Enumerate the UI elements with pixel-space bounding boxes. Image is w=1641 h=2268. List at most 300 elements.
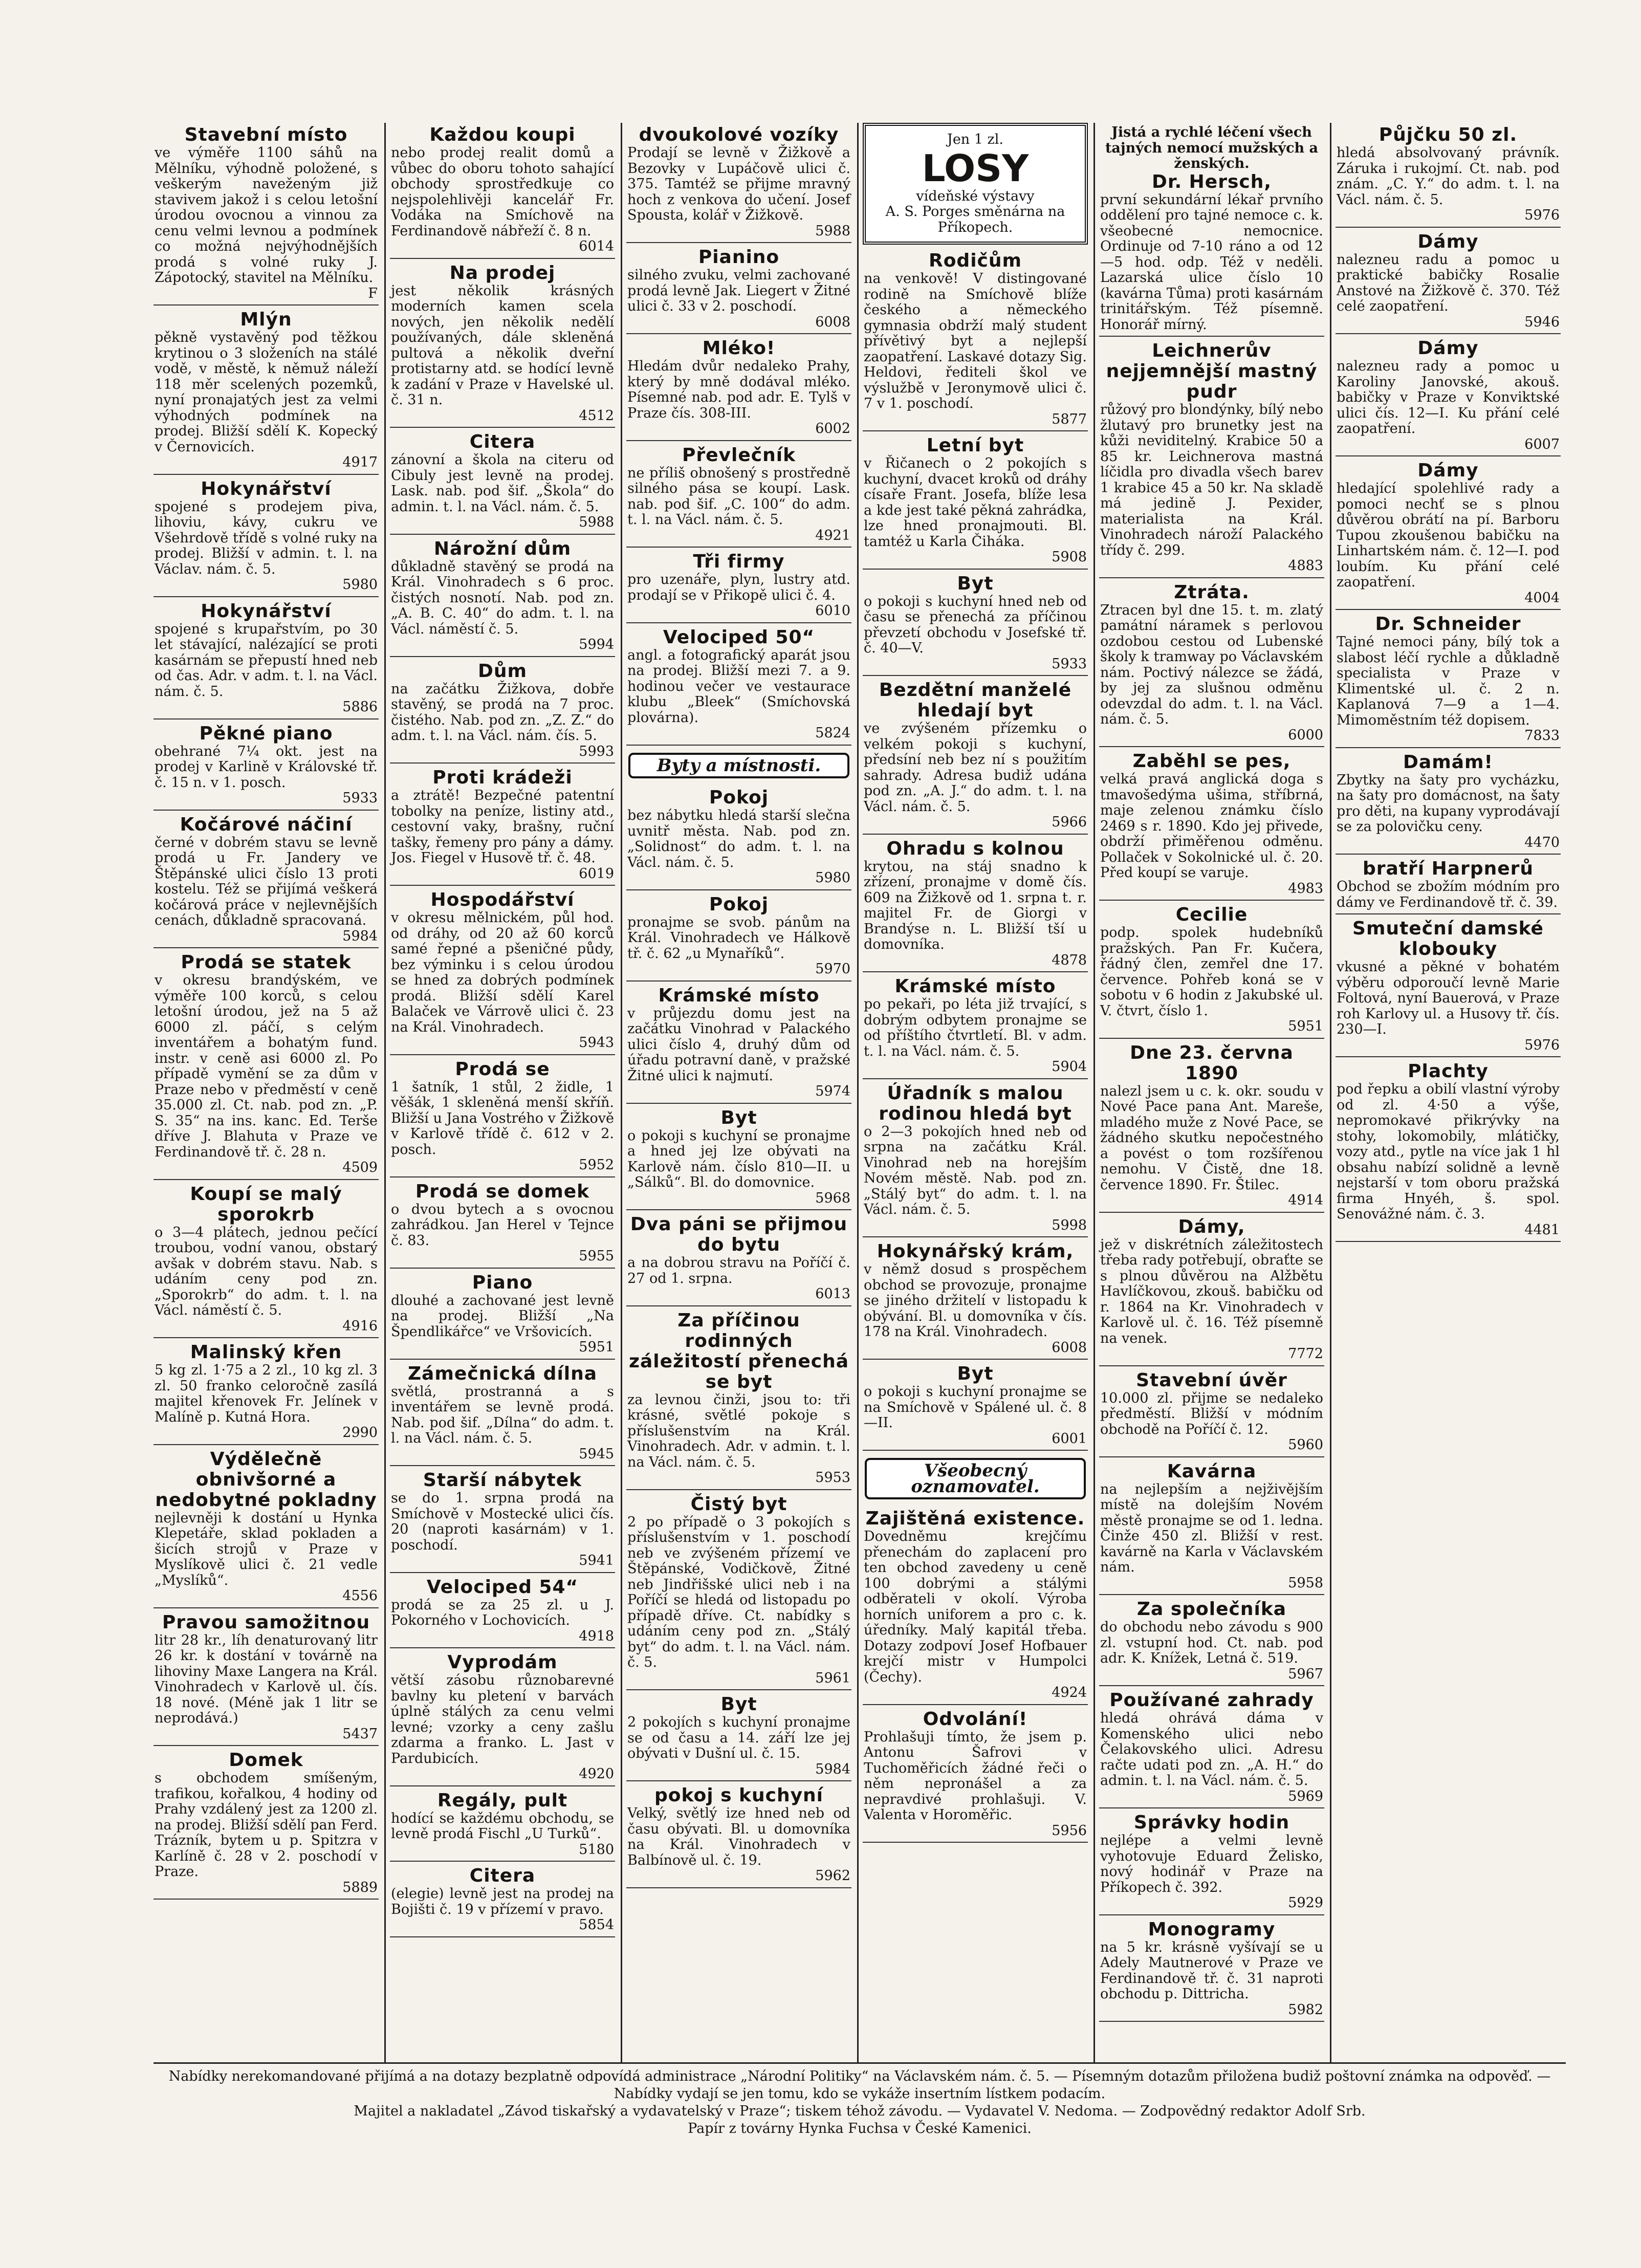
- footer-note: Nabídky nerekomandované přijímá a na dotazy bezplatně odpovídá administrace „Národní Politiky“ na Václavském nám. č. 5. — Písemným dotazům přiložena budiž poštovní známka na odpověď. — Nabídky vydají se jen tomu, kdo se vykáže insertním lístkem podacím.: [168, 2068, 1551, 2102]
- ad-number: 6010: [815, 603, 850, 619]
- classified-ad: [154, 477, 379, 597]
- ad-heading: Dámy,: [1178, 1216, 1245, 1237]
- ad-number: 6007: [1524, 436, 1560, 452]
- ad-body: pod řepku a obilí vlastní výroby od zl. 4·50 a výše, nepromokavé přikrývky na stohy, lokomobily, mlátičky, vozy atd., pytle na více jak 1 hl obsahu nabízí solidně a levně nejstarší v tom oboru pražská firma Hnyéh, š. spol. Senovážné nám. č. 3.: [1337, 1081, 1560, 1222]
- ad-heading: Citera: [469, 431, 536, 452]
- classified-ad: [154, 950, 379, 1180]
- ad-body: Hledám dvůr nedaleko Prahy, který by mně dodával mléko. Písemné nab. pod adr. E. Tylš v Praze čís. 308-III.: [627, 358, 850, 421]
- classified-ad: [154, 722, 379, 811]
- ad-number: 5976: [1524, 207, 1560, 223]
- ad-body: hledá ohrává dáma v Komenského ulici nebo Čelakovského ulici. Adresu račte udati pod zn. „A. H.“ do admin. t. l. na Václ. nám. č. 5.: [1100, 1710, 1323, 1789]
- ad-body: a na dobrou stravu na Poříčí č. 27 od 1. srpna.: [627, 1255, 850, 1286]
- classified-ad: [1336, 612, 1561, 748]
- ad-heading: Bezdětní manželé hledají byt: [879, 680, 1072, 721]
- ad-number: 5904: [1052, 1059, 1087, 1075]
- ad-body: spojené s krupařstvím, po 30 let stávající, nalézající se proti kasárnám se přepustí hned neb od čas. Adr. v adm. t. l. na Václ. nám. č. 5.: [155, 621, 378, 700]
- ad-number: 5955: [579, 1248, 614, 1264]
- classified-ad: [626, 123, 851, 243]
- ad-column-6: [1336, 123, 1561, 1244]
- ad-body: Prohlašuji tímto, že jsem p. Antonu Šafrovi v Tuchoměřicích žádné řeči o něm nepronášel a za nepravdivé prohlašuji. V. Valenta v Horoměřic.: [864, 1729, 1087, 1823]
- ad-body: podp. spolek hudebníků pražských. Pan Fr. Kučera, řádný člen, zemřel dne 17. července. Pohřeb koná se v sobotu v 6 hodin z Jakubské ul. V. čtvrt, číslo 1.: [1100, 925, 1323, 1019]
- ad-number: 5994: [579, 637, 614, 652]
- classified-ad: [154, 308, 379, 475]
- classified-ad: [1099, 1215, 1324, 1366]
- ad-body: 5 kg zl. 1·75 a 2 zl., 10 kg zl. 3 zl. 50 franko celoročně zasílá majitel křenovek Fr. Jelínek v Malíně p. Kutná Hora.: [155, 1362, 378, 1425]
- ad-number: 5980: [342, 577, 378, 593]
- ad-body: jest několik krásných moderních kamen scela nových, jen několik nedělí používaných, dále skleněná pultová a několik dveřní protistarny atd. se hodící levně k zadání v Praze v Havelské ul. č. 31 n.: [391, 282, 614, 408]
- ad-heading: Kočárové náčiní: [180, 814, 353, 835]
- ad-number: 5993: [579, 743, 614, 759]
- ad-number: 5982: [1288, 2001, 1323, 2018]
- ad-number: 5908: [1052, 549, 1087, 565]
- classified-ad: [390, 1864, 615, 1937]
- ad-body: o pokoji s kuchyní hned neb od času se přenechá za příčinou převzetí obchodu v Josefské tř. č. 40—V.: [864, 593, 1087, 656]
- ad-heading: Dne 23. června 1890: [1130, 1042, 1294, 1084]
- ad-body: v průjezdu domu jest na začátku Vinohrad v Palackého ulici číslo 4, druhý dům od úřadu potravní daně, v pražské Žitné ulici k najmutí.: [627, 1005, 850, 1084]
- column-rule: [621, 123, 622, 2062]
- classified-ad: [1336, 857, 1561, 914]
- ad-number: 5929: [1288, 1895, 1323, 1911]
- ad-body: nejlépe a velmi levně vyhotovuje Eduard Želisko, nový hodinář v Praze na Příkopech č. 392.: [1100, 1833, 1323, 1895]
- ad-body: velká pravá anglická doga s tmavošedýma ušima, stříbrná, maje zelenou známku číslo 2469 s r. 1890. Kdo jej přivede, obdrží přiměřenou odměnu. Pollaček v Sokolnické ul. č. 20. Před koupí se varuje.: [1100, 771, 1323, 881]
- ad-number: 5998: [1052, 1217, 1087, 1233]
- classified-ad: [154, 123, 379, 306]
- ad-body: nebo prodej realit domů a vůbec do oboru tohoto sahající obchody sprostředkuje co nejspolehlivěji kancelář Fr. Vodáka na Smíchově na Ferdinandově nábřeží č. 8 n.: [391, 145, 614, 239]
- ad-number: 5933: [342, 790, 378, 806]
- ad-body: do obchodu nebo závodu s 900 zl. vstupní hod. Ct. nab. pod adr. K. Knížek, Letná č. 519.: [1100, 1619, 1323, 1666]
- ad-body: na začátku Žižkova, dobře stavěný, se prodá na 7 proc. čistého. Nab. pod zn. „Z. Z.“ do adm. t. l. na Václ. nám. čís. 5.: [391, 681, 614, 744]
- ad-number: 4921: [815, 527, 850, 543]
- classified-ad: [1099, 1597, 1324, 1686]
- classified-ad: [154, 599, 379, 719]
- ad-number: 5966: [1052, 814, 1087, 830]
- ad-body: Prodají se levně v Žižkově a Bezovky v Lupáčově ulici č. 375. Tamtéž se přijme mravný hoch z venkova do učení. Josef Spousta, kolář v Žižkově.: [627, 145, 850, 223]
- section-banner: Byty a místnosti.: [628, 753, 849, 779]
- ad-heading: Mléko!: [702, 338, 776, 359]
- classified-ad: [1099, 580, 1324, 748]
- page-footer: [154, 2062, 1566, 2138]
- ad-column-3: [626, 123, 851, 1890]
- ad-number: 5941: [579, 1553, 614, 1568]
- classified-ad: [626, 1309, 851, 1490]
- ad-number: 4918: [579, 1628, 614, 1644]
- ad-number: 4914: [1288, 1192, 1323, 1208]
- ad-heading: Používané zahrady: [1109, 1690, 1314, 1711]
- classified-ad: [1099, 1917, 1324, 2022]
- ad-heading: Nárožní dům: [433, 538, 572, 559]
- classified-ad: [626, 550, 851, 623]
- ad-heading: Stavební úvěr: [1136, 1369, 1287, 1391]
- classified-ad: [1099, 1041, 1324, 1213]
- ad-intro: Jistá a rychlé léčení všech tajných nemocí mužských a ženských.: [1105, 124, 1319, 171]
- ad-body: v okresu mělnickém, půl hod. od dráhy, od 20 až 60 korců samé řepné a pšeničné půdy, bez výminku i s celou úrodou se hned za dobrých podmínek prodá. Bližší sdělí Karel Balaček ve Várrově ulici č. 23 na Král. Vinohradech.: [391, 910, 614, 1035]
- classified-ad: [863, 974, 1088, 1079]
- ad-body: důkladně stavěný se prodá na Král. Vinohradech s 6 proc. čistých nosnotí. Nab. pod zn. „A. B. C. 40“ do adm. t. l. na Václ. náměstí č. 5.: [391, 558, 614, 637]
- classified-ad: [154, 1610, 379, 1747]
- ad-body: o pokoji s kuchyní pronajme se na Smíchově v Spálené ul. č. 8—II.: [864, 1384, 1087, 1431]
- classified-ad: [626, 892, 851, 982]
- classified-ad: [1099, 1368, 1324, 1457]
- losy-advert: [863, 123, 1088, 245]
- ad-number: 4920: [579, 1766, 614, 1782]
- classified-ad: [1336, 1059, 1561, 1242]
- ad-body: silného zvuku, velmi zachované prodá levně Jak. Liegert v Žitné ulici č. 33 v 2. poschodí.: [627, 267, 850, 314]
- ad-column-4: [863, 123, 1088, 1845]
- ad-number: 5180: [579, 1841, 614, 1858]
- classified-ad: [1336, 750, 1561, 855]
- ad-heading: Na prodej: [449, 262, 556, 283]
- ad-heading: Monogramy: [1148, 1918, 1276, 1940]
- ad-heading: Mlýn: [240, 309, 292, 330]
- classified-ad: [863, 249, 1088, 431]
- ad-heading: Velociped 54“: [426, 1576, 579, 1598]
- ad-number: 5960: [1288, 1437, 1323, 1453]
- classified-ad: [154, 1182, 379, 1339]
- ad-body: v němž dosud s prospěchem obchod se provozuje, pronajme se jiného držitelí v listopadu k obývání. Bl. u domovníka v čís. 178 na Král. Vinohradech.: [864, 1261, 1087, 1340]
- ad-heading: Výdělečně obnivšorné a nedobytné pokladny: [155, 1448, 377, 1511]
- classified-ad: [1336, 336, 1561, 456]
- losy-price: Jen 1 zl.: [947, 132, 1003, 147]
- ad-body: 2 pokojích s kuchyní pronajme se od času a 14. září lze jej obývati v Dušní ul. č. 15.: [627, 1714, 850, 1761]
- ad-body: na nejlepším a nejživějším místě na dolejším Novém městě pronajme se od 1. ledna. Činže 450 zl. Bližší v rest. kavárně na Karla v Václavském nám.: [1100, 1481, 1323, 1575]
- ad-body: na 5 kr. krásně vyšívají se u Adely Mautnerové v Praze ve Ferdinandově tř. č. 31 naproti obchodu p. Dittricha.: [1100, 1939, 1323, 2002]
- ad-body: krytou, na stáj snadno k zřízení, pronajme v domě čís. 609 na Žižkově od 1. srpna t. r. majitel Fr. de Giorgi v Brandýse n. L. Bližší tší u domovníka.: [864, 858, 1087, 952]
- ad-number: 5988: [815, 223, 850, 239]
- ad-body: a ztrátě! Bezpečné patentní tobolky na peníze, listiny atd., cestovní vaky, brašny, ruční tašky, řemeny pro pány a dámy. Jos. Fiegel v Husově tř. č. 48.: [391, 788, 614, 866]
- ad-number: 5953: [815, 1470, 850, 1486]
- ad-heading: Kavárna: [1167, 1460, 1257, 1482]
- classified-ad: [390, 1271, 615, 1360]
- classified-ad: [626, 443, 851, 548]
- ad-body: o pokoji s kuchyní se pronajme a hned jej lze obývati na Karlově nám. číslo 810—II. u „Sálků“. Bl. do domovnice.: [627, 1127, 850, 1190]
- ad-number: 5967: [1288, 1666, 1323, 1682]
- classified-ad: [390, 261, 615, 428]
- ad-column-1: [154, 123, 379, 1902]
- classified-ad: [390, 123, 615, 259]
- ad-heading: Piano: [472, 1272, 533, 1293]
- ad-number: 5952: [579, 1157, 614, 1173]
- ad-body: zánovní a škola na citeru od Cibuly jest levně na prodej. Lask. nab. pod šif. „Škola“ do admin. t. l. na Václ. nám. č. 5.: [391, 452, 614, 515]
- ad-heading: Hokynářství: [201, 600, 332, 622]
- classified-ad: [863, 1507, 1088, 1705]
- ad-heading: Smuteční damské klobouky: [1352, 918, 1544, 959]
- ad-heading: Letní byt: [926, 435, 1024, 456]
- classified-ad: [390, 766, 615, 886]
- ad-number: 5889: [342, 1879, 378, 1895]
- ad-number: 5943: [579, 1035, 614, 1051]
- classified-ad: [626, 1106, 851, 1211]
- ad-body: hledá absolvovaný právník. Záruka i rukojmí. Ct. nab. pod znám. „C. Y.“ do adm. t. l. na Václ. nám. č. 5.: [1337, 145, 1560, 208]
- ad-heading: Hokynářství: [201, 478, 332, 499]
- ad-heading: Byt: [957, 573, 994, 594]
- ad-heading: Dr. Schneider: [1375, 614, 1521, 635]
- ad-body: pro uzenáře, plyn, lustry atd. prodají se v Přikopě ulici č. 4.: [627, 572, 850, 603]
- ad-body: se do 1. srpna prodá na Smíchově v Mostecké ulici čís. 20 (naproti kasárnám) v 1. poschodí.: [391, 1490, 614, 1553]
- ad-heading: Prodá se domek: [415, 1181, 590, 1202]
- classified-ad: [626, 625, 851, 746]
- ad-number: 5980: [815, 870, 850, 886]
- ad-heading: Stavební místo: [184, 124, 348, 145]
- ad-number: 5984: [815, 1761, 850, 1777]
- classified-ad: [1099, 749, 1324, 901]
- ad-number: 4509: [342, 1160, 378, 1175]
- column-rule: [384, 123, 386, 2062]
- ad-number: 5962: [815, 1868, 850, 1884]
- ad-body: za levnou činži, jsou to: tři krásné, světlé pokoje s příslušenstvím na Král. Vinohradech. Adr. v admin. t. l. na Václ. nám. č. 5.: [627, 1391, 850, 1470]
- ad-heading: Rodičům: [928, 250, 1022, 271]
- classified-ad: [1336, 917, 1561, 1057]
- ad-body: pronajme se svob. pánům na Král. Vinohradech ve Hálkově tř. č. 62 „u Mynaříků“.: [627, 914, 850, 962]
- ad-body: Tajné nemoci pány, bílý tok a slabost léčí rychle a důkladně specialista v Praze v Klimentské ul. č. 2 n. Kaplanová 7—9 a 1—4. Mimoměstním též dopisem.: [1337, 634, 1560, 728]
- classified-ad: [390, 1057, 615, 1177]
- ad-heading: Citera: [469, 1865, 536, 1886]
- ad-number: 4470: [1524, 834, 1560, 850]
- ad-heading: Čistý byt: [690, 1493, 787, 1515]
- ad-heading: Dr. Hersch,: [1151, 171, 1272, 192]
- classified-ad: [863, 572, 1088, 677]
- ad-number: 6019: [579, 865, 614, 882]
- losy-seller: A. S. Porges směnárna na Příkopech.: [885, 204, 1065, 235]
- ad-heading: Dům: [477, 660, 528, 682]
- classified-ad: [1099, 903, 1324, 1039]
- ad-heading: Pokoj: [709, 787, 769, 808]
- ad-number: 5824: [815, 725, 850, 741]
- ad-heading: Ztráta.: [1174, 581, 1250, 603]
- classified-ad: [863, 837, 1088, 973]
- ad-body: obehrané 7¼ okt. jest na prodej v Karlině v Královské tř. č. 15 n. v 1. posch.: [155, 743, 378, 791]
- classified-ad: [390, 1789, 615, 1862]
- ad-number: 5933: [1052, 656, 1087, 672]
- ad-number: 5969: [1288, 1788, 1323, 1804]
- ad-body: ne příliš obnošený s prostředně silného pása se koupí. Lask. nab. pod šif. „C. 100“ do adm. t. l. na Václ. nám. č. 5.: [627, 465, 850, 528]
- ad-body: Velký, světlý ize hned neb od času obývati. Bl. u domovníka na Král. Vinohradech v Balbínově ul. č. 19.: [627, 1805, 850, 1868]
- ad-heading: Správky hodin: [1133, 1812, 1290, 1833]
- section-banner: Všeobecný oznamovatel.: [865, 1458, 1086, 1499]
- ad-body: hodící se každému obchodu, se levně prodá Fischl „U Turků“.: [391, 1810, 614, 1842]
- classified-ad: [863, 433, 1088, 570]
- classified-ad: [626, 1783, 851, 1888]
- classified-ad: [390, 430, 615, 535]
- classified-ad: [863, 1707, 1088, 1843]
- ad-number: 5984: [342, 928, 378, 944]
- column-rule: [1093, 123, 1095, 2062]
- classified-ad: [390, 888, 615, 1055]
- classified-ad: [390, 1575, 615, 1649]
- classified-ad: [626, 1692, 851, 1781]
- ad-heading: Damám!: [1403, 751, 1493, 773]
- ad-number: 5437: [342, 1726, 378, 1742]
- ad-heading: Zajištěná existence.: [865, 1508, 1085, 1529]
- ad-number: 5976: [1524, 1037, 1560, 1053]
- ad-body: nalezneu rady a pomoc u Karoliny Janovské, akouš. babičky v Praze v Konviktské ulici čís. 12—I. Ku přání celé zaopatření.: [1337, 358, 1560, 437]
- ad-body: 10.000 zl. přijme se nedaleko předměstí. Bližší v módním obchodě na Poříčí č. 12.: [1100, 1390, 1323, 1437]
- ad-number: 5951: [579, 1339, 614, 1355]
- classified-ad: [863, 1239, 1088, 1360]
- column-rule: [1330, 123, 1331, 2062]
- classified-ad: [863, 678, 1088, 835]
- ad-body: černé v dobrém stavu se levně prodá u Fr. Jandery ve Štěpánské ulici číslo 13 proti kostelu. Též se přijímá veškerá kočárová práce v nejlevnějších cenách, důkladně spracovaná.: [155, 834, 378, 928]
- classified-ad: [626, 1212, 851, 1306]
- ad-heading: Malinský křen: [190, 1342, 342, 1363]
- classified-ad: [1336, 123, 1561, 228]
- classified-ad: [626, 336, 851, 441]
- ad-number: 5988: [579, 514, 614, 530]
- classified-ad: [154, 1748, 379, 1900]
- classified-ad: [626, 984, 851, 1104]
- classified-ad: [390, 537, 615, 657]
- ad-heading: bratří Harpnerů: [1362, 858, 1534, 879]
- classified-ad: [390, 1362, 615, 1467]
- classified-ad: [1099, 1688, 1324, 1808]
- ad-number: 5854: [579, 1917, 614, 1933]
- classified-ad: [626, 1492, 851, 1691]
- ad-heading: Velociped 50“: [663, 626, 815, 648]
- ad-body: nalezl jsem u c. k. okr. soudu v Nové Pace pana Ant. Mareše, mladého muže z Nové Pace, se žádného skutku nepočestného a povést o tom rozšířenou nemohu. V Čistě, dne 18. července 1890. Fr. Štilec.: [1100, 1083, 1323, 1193]
- ad-number: 4924: [1052, 1685, 1087, 1700]
- ad-number: 6001: [1052, 1430, 1087, 1447]
- ad-heading: Odvolání!: [923, 1708, 1028, 1730]
- classified-ad: [390, 1180, 615, 1269]
- ad-number: 5886: [342, 699, 378, 715]
- ad-heading: Dámy: [1417, 460, 1479, 481]
- ad-heading: Dva páni se přijmou do bytu: [630, 1214, 848, 1255]
- ad-heading: Pianino: [698, 247, 780, 268]
- ad-body: světlá, prostranná a s inventářem se levně prodá. Nab. pod šif. „Dílna“ do adm. t. l. na Václ. nám. č. 5.: [391, 1383, 614, 1446]
- ad-body: na venkově! V distingované rodině na Smíchově blíže českého a německého gymnasia obdrží malý student přívětivý byt a nejlepší zaopatření. Laskavé dotazy Sig. Heldovi, řediteli škol ve výslužbě v Jeronymově ulici č. 7 v 1. poschodí.: [864, 271, 1087, 411]
- ad-body: větší zásobu různobarevné bavlny ku pletení v barvách úplně stálých za cenu velmi levné; vzorky a ceny zašlu zdarma a franko. L. Jast v Pardubicích.: [391, 1672, 614, 1767]
- ad-body: o dvou bytech a s ovocnou zahrádkou. Jan Herel v Tejnce č. 83.: [391, 1201, 614, 1249]
- ad-heading: Za společníka: [1136, 1599, 1287, 1620]
- ad-heading: Zámečnická dílna: [407, 1363, 598, 1384]
- ad-heading: Pěkné piano: [199, 723, 333, 744]
- classified-ad: [390, 1650, 615, 1786]
- ad-number: 4878: [1052, 952, 1087, 968]
- ad-heading: Hokynářský krám,: [877, 1241, 1074, 1262]
- classified-ad: [1099, 339, 1324, 578]
- ad-heading: Zaběhl se pes,: [1132, 751, 1291, 772]
- classified-ad: [154, 1447, 379, 1608]
- ad-body: 2 po případě o 3 pokojích s příslušenstvím v 1. poschodí neb ve zvýšeném přízemí ve Štěpánské, Vodičkově, Žitné neb Jindřišské ulici neb i na Poříčí se hledá od listopadu po případě dříve. Ct. nabídky s udáním ceny pod zn. „Stálý byt“ do adm. t. l. na Václ. nám. č. 5.: [627, 1514, 850, 1670]
- classified-ad: [626, 786, 851, 890]
- ad-heading: Pokoj: [709, 893, 769, 915]
- ad-number: 5946: [1524, 314, 1560, 330]
- ad-number: 4916: [342, 1318, 378, 1334]
- ad-heading: Leichnerův nejjemnější mastný pudr: [1106, 340, 1318, 402]
- ad-heading: Každou koupi: [429, 124, 576, 145]
- ad-body: o 3—4 plátech, jednou pečící troubou, vodní vanou, obstarý avšak v dobrém stavu. Nab. s udáním ceny pod zn. „Sporokrb“ do adm. t. l. na Václ. náměstí č. 5.: [155, 1224, 378, 1318]
- ad-body: růžový pro blondýnky, bílý nebo žlutavý pro brunetky jest na kůži neviditelný. Krabice 50 a 85 kr. Leichnerova mastná líčidla pro divadla všech barev 1 krabice 45 a 50 kr. Na skladě má jedině J. Pexider, materialista na Král. Vinohradech nároží Palackého třídy č. 299.: [1100, 402, 1323, 558]
- ad-heading: Koupí se malý sporokrb: [190, 1183, 342, 1225]
- ad-body: s obchodem smíšeným, trafikou, kořalkou, 4 hodiny od Prahy vzdálený jest za 1200 zl. na prodej. Bližší sdělí pan Ferd. Trázník, bytem u p. Spitzra v Karlíně č. 28 v 2. poschodí v Praze.: [155, 1770, 378, 1880]
- ad-heading: Starší nábytek: [423, 1470, 582, 1491]
- ad-body: dlouhé a zachované jest levně na prodej. Bližší „Na Špendlikářce“ ve Vršovicích.: [391, 1292, 614, 1340]
- classified-ad: [154, 813, 379, 949]
- ad-body: v okresu brandýském, ve výměře 100 korců, s celou letošní úrodou, jež na 5 až 6000 zl. páčí, s celým inventářem a bohatým fund. instr. v ceně asi 6000 zl. Po případě vymění se za dům v Praze nebo v předměstí v ceně 35.000 zl. Ct. nab. pod zn. „P. S. 35“ na ins. kanc. Ed. Terše dříve J. Blahuta v Praze ve Ferdinandově tř. č. 28 n.: [155, 972, 378, 1160]
- ad-number: 4917: [342, 454, 378, 470]
- ad-heading: Pravou samožitnou: [162, 1611, 370, 1633]
- ad-number: F: [368, 285, 378, 301]
- classified-ad: [154, 1340, 379, 1445]
- classified-ad: [863, 1362, 1088, 1451]
- ad-heading: Hospodářství: [430, 889, 575, 910]
- ad-number: 5945: [579, 1446, 614, 1462]
- ad-number: 4512: [579, 407, 614, 424]
- ad-number: 7833: [1524, 728, 1560, 744]
- ad-heading: Cecilie: [1175, 904, 1248, 925]
- ad-number: 4883: [1288, 558, 1323, 574]
- ad-number: 6002: [815, 421, 850, 437]
- ad-number: 6013: [815, 1286, 850, 1302]
- ad-number: 5974: [815, 1083, 850, 1099]
- ad-body: (elegie) levně jest na prodej na Bojišti č. 19 v přízemí v pravo.: [391, 1886, 614, 1917]
- ad-heading: Za příčinou rodinných záležitostí přenechá se byt: [629, 1310, 849, 1392]
- ad-heading: Domek: [229, 1750, 303, 1771]
- classified-ad: [1099, 123, 1324, 337]
- ad-heading: Půjčku 50 zl.: [1379, 124, 1518, 145]
- classified-ad: [1336, 230, 1561, 335]
- ad-heading: Převlečník: [682, 444, 796, 466]
- ad-number: 4556: [342, 1588, 378, 1604]
- ad-heading: Byt: [957, 1363, 994, 1384]
- ad-heading: Byt: [720, 1694, 757, 1715]
- ad-body: 1 šatník, 1 stůl, 2 židle, 1 věšák, 1 skleněná menší skříň. Bližší u Jana Vostrého v Žižkově v Karlově třídě č. 612 v 2. posch.: [391, 1079, 614, 1158]
- ad-number: 6000: [1288, 727, 1323, 743]
- ad-number: 4004: [1524, 590, 1560, 606]
- ad-column-2: [390, 123, 615, 1939]
- publisher-line: Majitel a nakladatel „Závod tiskařský a vydavatelský v Praze“; tiskem téhož závodu. — Vydavatel V. Nedoma. — Zodpovědný redaktor Adolf Srb.: [354, 2103, 1366, 2119]
- ad-body: v Řičanech o 2 pokojích s kuchyní, dvacet kroků od dráhy císaře Frant. Josefa, blíže lesa a kde jest také pěkná zahrádka, lze hned pronajmouti. Bl. tamtéž u Karla Čiháka.: [864, 455, 1087, 550]
- classified-ad: [390, 659, 615, 764]
- ad-column-5: [1099, 123, 1324, 2024]
- ad-heading: Úřadník s malou rodinou hledá byt: [879, 1082, 1072, 1124]
- ad-body: hledající spolehlivé rady a pomoci nechť se s plnou důvěrou obrátí na pí. Barboru Tupou zkoušenou babičku na Linhartském nám. č. 12—I. pod loubím. Ku přání celé zaopatření.: [1337, 481, 1560, 590]
- ad-heading: Dámy: [1417, 338, 1479, 359]
- ad-body: Obchod se zbožím módním pro dámy ve Ferdinandově tř. č. 39.: [1337, 879, 1560, 910]
- ad-body: ve zvýšeném přízemku o velkém pokoji s kuchyní, předsíní neb bez ní s použitím sahrady. Adresa budiž udána pod zn. „A. J.“ do adm. t. l. na Václ. nám. č. 5.: [864, 721, 1087, 815]
- ad-body: ve výměře 1100 sáhů na Mělníku, výhodně položené, s veškerým naveženým již stavivem jakož i s celou letošní úrodou ovocnou a vinnou za cenu velmi levnou a podmínek co možná nejvýhodnějších prodá s volné ruky J. Zápotocký, stavitel na Mělníku.: [155, 145, 378, 286]
- classified-ad: [1099, 1811, 1324, 1915]
- ad-body: Ztracen byl dne 15. t. m. zlatý památní náramek s perlovou ozdobou cestou od Lubenské školy k tramway po Václavském nám. Poctivý nálezce se žádá, by jej za slušnou odměnu odevzdal do adm. t. l. na Václ. nám. č. 5.: [1100, 602, 1323, 727]
- column-rule: [857, 123, 859, 2062]
- ad-number: 6008: [1052, 1339, 1087, 1356]
- ad-heading: Prodá se statek: [181, 952, 352, 973]
- ad-body: Dovedněmu krejčímu přenechám do zaplacení pro ten obchod zavedeny u ceně 100 dobrými a stálými odběrateli v okolí. Výroba horních uniforem a pro c. k. úředníky. Malý kapitál třeba. Dotazy zodpoví Josef Hofbauer krejčí mistr v Humpolci (Čechy).: [864, 1529, 1087, 1685]
- ad-number: 4481: [1524, 1222, 1560, 1238]
- ad-body: litr 28 kr., líh denaturovaný litr 26 kr. k dostání v továrně na lihoviny Maxe Langera na Král. Vinohradech v Karlově ul. čís. 18 nové. (Méně jak 1 litr se neprodává.): [155, 1632, 378, 1726]
- ad-body: jež v diskrétních záležitostech třeba rady potřebují, obraťte se s plnou důvěrou na Alžbětu Havlíčkovou, zkouš. babičku od r. 1864 na Kr. Vinohradech v Karlově ul. č. 16. Též písemně na venek.: [1100, 1236, 1323, 1346]
- classified-ad: [1336, 459, 1561, 610]
- ad-heading: Plachty: [1408, 1061, 1489, 1082]
- ad-body: spojené s prodejem piva, lihoviu, kávy, cukru ve Všehrdově třídě s volné ruky na prodej. Bližší v admin. t. l. na Václav. nám. č. 5.: [155, 498, 378, 577]
- classified-ad: [390, 1468, 615, 1573]
- ad-body: Zbytky na šaty pro vycházku, na šaty pro domácnost, na šaty pro děti, na kupany vyprodávají se za polovičku ceny.: [1337, 772, 1560, 835]
- ad-number: 4983: [1288, 880, 1323, 897]
- ad-heading: Prodá se: [455, 1058, 550, 1080]
- losy-title: LOSY: [922, 146, 1029, 190]
- classified-ad: [863, 1081, 1088, 1238]
- footer-rule: [154, 2062, 1566, 2064]
- ad-body: vkusné a pěkné v bohatém výběru odporoučí levně Marie Foltová, nyní Bauerová, v Praze roh Karlovy ul. a Husovy tř. čís. 230—I.: [1337, 959, 1560, 1037]
- ad-heading: Ohradu s kolnou: [886, 838, 1064, 859]
- ad-heading: Dámy: [1417, 231, 1479, 252]
- ad-number: 5970: [815, 961, 850, 977]
- classified-ad: [1099, 1459, 1324, 1596]
- ad-body: angl. a fotografický aparát jsou na prodej. Bližší mezi 7. a 9. hodinou večer ve vestaurace klubu „Bleek“ (Smíchovská plovárna).: [627, 647, 850, 726]
- ad-number: 5958: [1288, 1575, 1323, 1591]
- classified-ad: [626, 245, 851, 334]
- ad-heading: Vyprodám: [447, 1652, 558, 1673]
- ad-number: 5951: [1288, 1018, 1323, 1034]
